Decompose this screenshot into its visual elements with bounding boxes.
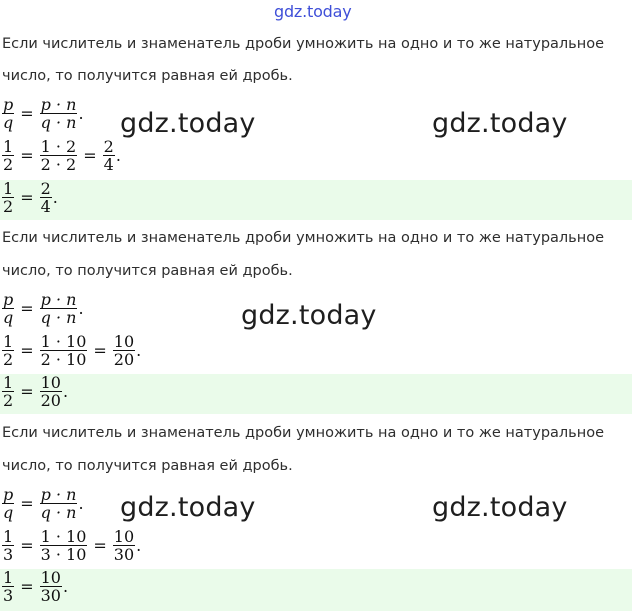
rule-text: Если числитель и знаменатель дроби умножить на одно и то же натуральное: [2, 230, 604, 246]
fraction: $\frac{1}{2}$: [3, 137, 14, 174]
fraction: $\frac{1 \cdot 10}{3 \cdot 10}$: [40, 527, 87, 564]
fraction: $\frac{p \cdot n}{q \cdot n}$: [40, 290, 77, 327]
fraction: $\frac{1}{3}$: [3, 527, 14, 564]
fraction: $\frac{1 \cdot 2}{2 \cdot 2}$: [40, 137, 77, 174]
fraction: $\frac{10}{30}$: [113, 527, 135, 564]
general-formula: $\frac{p}{q}$ = $\frac{p \cdot n}{q \cdot n}$ .: [3, 95, 84, 132]
fraction: $\frac{1 \cdot 10}{2 \cdot 10}$: [40, 332, 87, 369]
answer: $\frac{1}{2}$ = $\frac{10}{20}$ .: [3, 373, 69, 410]
watermark: gdz.today: [120, 492, 256, 523]
calculation: $\frac{1}{2}$ = $\frac{1 \cdot 10}{2 \cdot 10}$ = $\frac{10}{20}$ .: [3, 332, 142, 369]
fraction: $\frac{p}{q}$: [3, 485, 14, 522]
fraction: $\frac{p}{q}$: [3, 95, 14, 132]
fraction: $\frac{1}{2}$: [3, 179, 14, 216]
rule-text: Если числитель и знаменатель дроби умножить на одно и то же натуральное: [2, 36, 604, 52]
rule-text-continued: число, то получится равная ей дробь.: [2, 458, 293, 474]
fraction: $\frac{10}{20}$: [40, 373, 61, 410]
fraction: $\frac{2}{4}$: [103, 137, 114, 174]
watermark: gdz.today: [241, 300, 377, 331]
general-formula: $\frac{p}{q}$ = $\frac{p \cdot n}{q \cdot n}$ .: [3, 485, 84, 522]
fraction: $\frac{2}{4}$: [40, 179, 51, 216]
calculation: $\frac{1}{3}$ = $\frac{1 \cdot 10}{3 \cdot 10}$ = $\frac{10}{30}$ .: [3, 527, 142, 564]
fraction: $\frac{p}{q}$: [3, 290, 14, 327]
fraction: $\frac{1}{2}$: [3, 332, 14, 369]
fraction: $\frac{1}{2}$: [3, 373, 14, 410]
fraction: $\frac{10}{20}$: [113, 332, 135, 369]
general-formula: $\frac{p}{q}$ = $\frac{p \cdot n}{q \cdot n}$ .: [3, 290, 84, 327]
fraction: $\frac{p \cdot n}{q \cdot n}$: [40, 95, 77, 132]
fraction: $\frac{1}{3}$: [3, 568, 14, 605]
fraction: $\frac{p \cdot n}{q \cdot n}$: [40, 485, 77, 522]
answer-box: [0, 569, 632, 611]
answer-box: [0, 374, 632, 414]
rule-text: Если числитель и знаменатель дроби умножить на одно и то же натуральное: [2, 425, 604, 441]
watermark: gdz.today: [120, 108, 256, 139]
answer: $\frac{1}{3}$ = $\frac{10}{30}$ .: [3, 568, 69, 605]
watermark: gdz.today: [432, 492, 568, 523]
rule-text-continued: число, то получится равная ей дробь.: [2, 68, 293, 84]
rule-text-continued: число, то получится равная ей дробь.: [2, 263, 293, 279]
site-logo[interactable]: gdz.today: [274, 2, 352, 21]
answer: $\frac{1}{2}$ = $\frac{2}{4}$ .: [3, 179, 58, 216]
answer-box: [0, 180, 632, 220]
fraction: $\frac{10}{30}$: [40, 568, 61, 605]
calculation: $\frac{1}{2}$ = $\frac{1 \cdot 2}{2 \cdot 2}$ = $\frac{2}{4}$ .: [3, 137, 121, 174]
watermark: gdz.today: [432, 108, 568, 139]
